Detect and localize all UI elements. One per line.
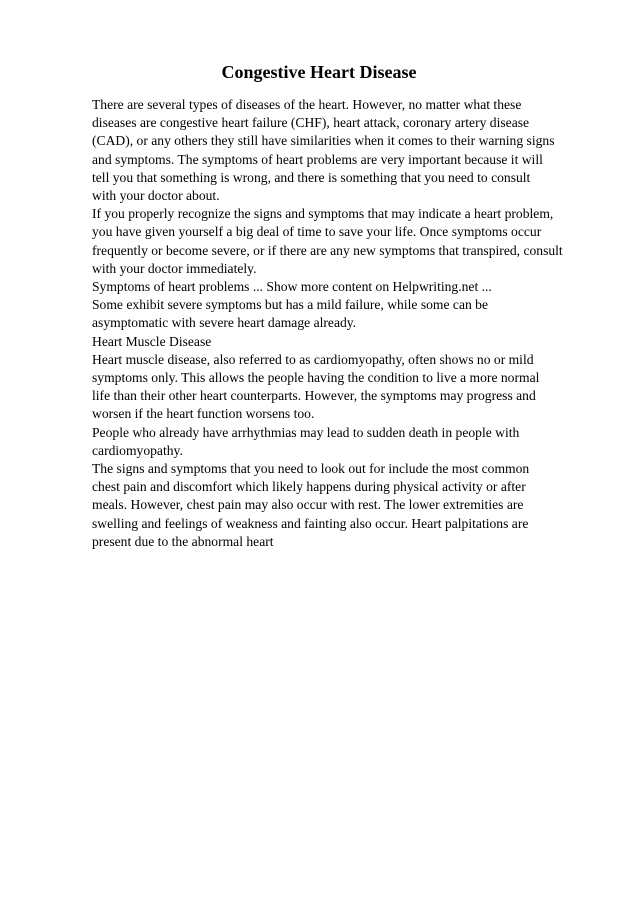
body-line: swelling and feelings of weakness and fainting also occur. Heart palpitations are [92,515,529,531]
body-line: meals. However, chest pain may also occur with rest. The lower extremities are [92,497,524,513]
body-line: life than their other heart counterparts. However, the symptoms may progress and [92,388,536,404]
body-line: asymptomatic with severe heart damage already. [92,315,357,331]
body-line: with your doctor about. [92,188,220,204]
body-line: (CAD), or any others they still have similarities when it comes to their warning signs [92,133,555,149]
body-line: There are several types of diseases of the heart. However, no matter what these [92,97,522,112]
body-line: frequently or become severe, or if there are any new symptoms that transpired, consult [92,242,563,258]
body-line: People who already have arrhythmias may lead to sudden death in people with [92,424,520,440]
body-line: diseases are congestive heart failure (CHF), heart attack, coronary artery disease [92,115,530,131]
body-line: Some exhibit severe symptoms but has a mild failure, while some can be [92,297,489,313]
body-line: Symptoms of heart problems ... Show more content on Helpwriting.net ... [92,279,492,295]
body-line: you have given yourself a big deal of time to save your life. Once symptoms occur [92,224,542,240]
body-line: If you properly recognize the signs and symptoms that may indicate a heart problem, [92,206,554,222]
body-line: worsen if the heart function worsens too. [92,406,315,422]
body-line: symptoms only. This allows the people having the condition to live a more normal [92,370,540,386]
body-line: with your doctor immediately. [92,260,257,276]
document-body [92,96,612,551]
body-line: present due to the abnormal heart [92,533,274,549]
body-line: cardiomyopathy. [92,442,183,458]
body-line: tell you that something is wrong, and there is something that you need to consult [92,169,531,185]
body-line: The signs and symptoms that you need to look out for include the most common [92,461,530,477]
body-line: chest pain and discomfort which likely happens during physical activity or after [92,479,526,495]
document-title: Congestive Heart Disease [221,62,417,82]
body-line: and symptoms. The symptoms of heart problems are very important because it will [92,151,543,167]
section-heading: Heart Muscle Disease [92,333,212,349]
body-line: Heart muscle disease, also referred to as cardiomyopathy, often shows no or mild [92,351,534,367]
